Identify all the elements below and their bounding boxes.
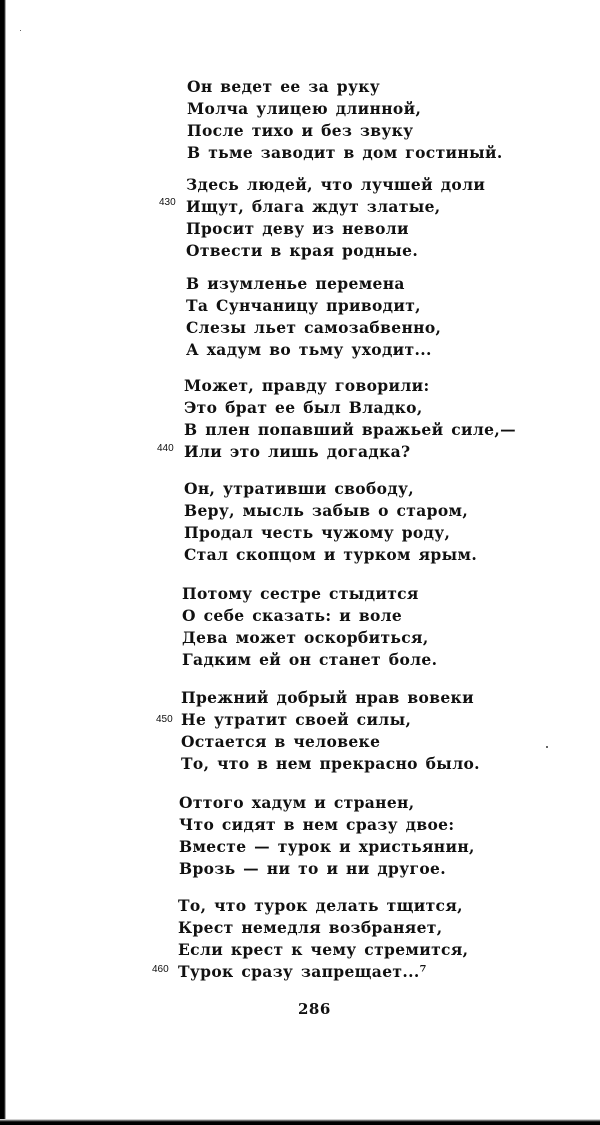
- poem-line: Продал честь чужому роду,: [184, 523, 451, 542]
- poem-line: Слезы льет самозабвенно,: [186, 318, 442, 337]
- poem-line: Если крест к чему стремится,: [178, 940, 469, 959]
- poem-line: А хадум во тьму уходит...: [186, 340, 432, 359]
- poem-line: Ищут, блага ждут златые,: [186, 197, 441, 216]
- poem-line: Крест немедля возбраняет,: [178, 918, 443, 937]
- poem-line: Потому сестре стыдится: [182, 584, 419, 603]
- poem-line: Остается в человеке: [181, 732, 381, 751]
- poem-line: Что сидят в нем сразу двое:: [179, 815, 455, 834]
- poem-line: Прежний добрый нрав вовеки: [181, 688, 474, 707]
- poem-line: Просит деву из неволи: [186, 219, 409, 238]
- poem-line: Та Сунчаницу приводит,: [186, 296, 421, 315]
- verse-line-number: 460: [152, 964, 169, 975]
- poem-line: Гадким ей он станет боле.: [182, 650, 438, 669]
- verse-line-number: 430: [159, 197, 176, 208]
- poem-line: Здесь людей, что лучшей доли: [186, 175, 486, 194]
- verse-line-number: 450: [156, 714, 173, 725]
- poem-line: То, что турок делать тщится,: [178, 896, 463, 915]
- poem-line: Турок сразу запрещает...⁷: [178, 962, 427, 981]
- verse-line-number: 440: [157, 443, 174, 454]
- poem-line: После тихо и без звуку: [187, 121, 414, 140]
- poem-line: Может, правду говорили:: [184, 376, 430, 395]
- poem-line: То, что в нем прекрасно было.: [181, 754, 480, 773]
- poem-line: Молча улицею длинной,: [187, 99, 422, 118]
- poem-line: Дева может оскорбиться,: [182, 628, 429, 647]
- poem-line: Или это лишь догадка?: [184, 442, 411, 461]
- scan-border-bottom: [0, 1119, 600, 1125]
- poem-line: Оттого хадум и странен,: [179, 793, 415, 812]
- poem-line: О себе сказать: и воле: [182, 606, 403, 625]
- poem-line: В тьме заводит в дом гостиный.: [187, 143, 503, 162]
- poem-line: Отвести в края родные.: [186, 241, 419, 260]
- poem-line: Веру, мысль забыв о старом,: [184, 501, 469, 520]
- poem-line: Это брат ее был Владко,: [184, 398, 423, 417]
- poem-line: Он, утративши свободу,: [184, 479, 415, 498]
- scan-speck: [20, 30, 21, 31]
- poem-line: Он ведет ее за руку: [187, 77, 381, 96]
- poem-line: Не утратит своей силы,: [181, 710, 412, 729]
- poem-line: Стал скопцом и турком ярым.: [184, 545, 478, 564]
- poem-line: Врозь — ни то и ни другое.: [179, 859, 446, 878]
- poem-line: Вместе — турок и христьянин,: [179, 837, 475, 856]
- poem-line: В изумленье перемена: [186, 274, 405, 293]
- page-number: 286: [298, 1000, 331, 1018]
- poem-line: В плен попавший вражьей силе,—: [184, 420, 516, 439]
- scan-border-left: [0, 0, 6, 1120]
- scan-speck: [546, 746, 548, 748]
